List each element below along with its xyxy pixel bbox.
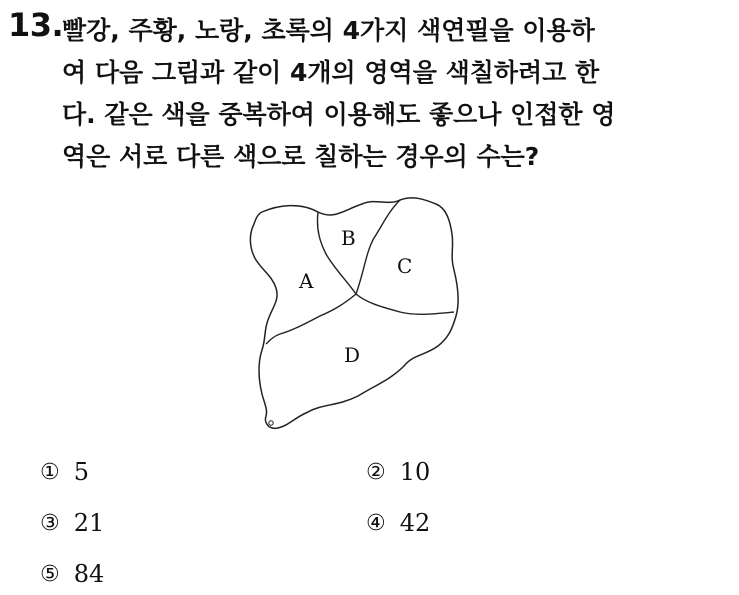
- choice-1-value: 5: [73, 458, 90, 486]
- choice-1[interactable]: [40, 458, 89, 486]
- question-line-1: 빨강, 주황, 노랑, 초록의 4가지 색연필을 이용하: [62, 16, 595, 45]
- choice-5-mark: ⑤: [40, 561, 60, 587]
- boundary-a-b: [317, 212, 356, 294]
- boundary-b-c: [356, 200, 400, 294]
- choice-5[interactable]: [40, 560, 104, 588]
- small-mark: [269, 421, 273, 425]
- region-label-c: C: [397, 254, 413, 278]
- choice-2-mark: ②: [366, 459, 386, 485]
- choice-3-mark: ③: [40, 510, 60, 536]
- choice-4-value: 42: [399, 509, 431, 537]
- boundary-a-d: [266, 294, 356, 344]
- region-label-a: A: [299, 269, 314, 293]
- choice-3[interactable]: [40, 509, 104, 537]
- choice-2[interactable]: [366, 458, 430, 486]
- question-stem: [62, 10, 734, 178]
- choice-4[interactable]: [366, 509, 430, 537]
- question-line-3: 다. 같은 색을 중복하여 이용해도 좋으나 인접한 영: [62, 100, 616, 129]
- region-map: [238, 190, 468, 435]
- region-map-figure: [238, 190, 468, 435]
- choice-3-value: 21: [73, 509, 105, 537]
- region-label-d: D: [344, 343, 361, 367]
- choice-1-mark: ①: [40, 459, 60, 485]
- question-line-2: 여 다음 그림과 같이 4개의 영역을 색칠하려고 한: [62, 58, 600, 87]
- question-line-4: 역은 서로 다른 색으로 칠하는 경우의 수는?: [62, 142, 540, 171]
- boundary-c-d: [356, 294, 454, 314]
- choice-4-mark: ④: [366, 510, 386, 536]
- choice-5-value: 84: [73, 560, 105, 588]
- question-number: 13.: [8, 6, 64, 44]
- choice-2-value: 10: [399, 458, 431, 486]
- region-label-b: B: [341, 226, 356, 250]
